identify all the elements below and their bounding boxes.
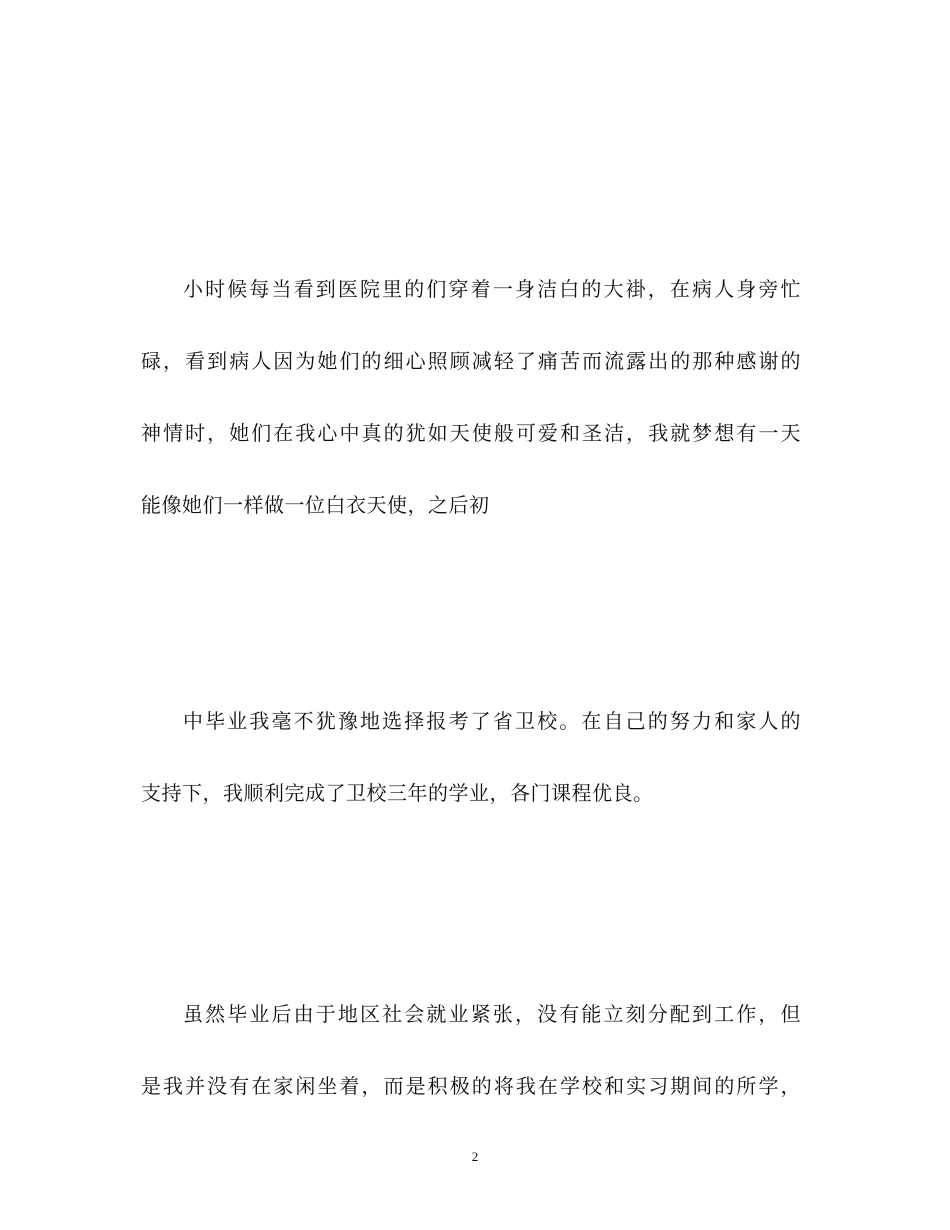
- paragraph-3-line-1: 虽然毕业后由于地区社会就业紧张，没有能立刻分配到工作，但: [183, 1002, 801, 1026]
- paragraph-3-line-2: 是我并没有在家闲坐着，而是积极的将我在学校和实习期间的所学，: [141, 1074, 801, 1098]
- paragraph-1-line-2: 碌，看到病人因为她们的细心照顾减轻了痛苦而流露出的那种感谢的: [141, 349, 801, 373]
- paragraph-2-line-2: 支持下，我顺利完成了卫校三年的学业，各门课程优良。: [141, 781, 654, 805]
- paragraph-1-line-3: 神情时，她们在我心中真的犹如天使般可爱和圣洁，我就梦想有一天: [141, 421, 801, 445]
- paragraph-1-line-4: 能像她们一样做一位白衣天使，之后初: [141, 493, 490, 517]
- paragraph-1-line-1: 小时候每当看到医院里的们穿着一身洁白的大褂，在病人身旁忙: [183, 277, 801, 301]
- paragraph-2-line-1: 中毕业我毫不犹豫地选择报考了省卫校。在自己的努力和家人的: [183, 709, 801, 733]
- page-number: 2: [471, 1149, 479, 1164]
